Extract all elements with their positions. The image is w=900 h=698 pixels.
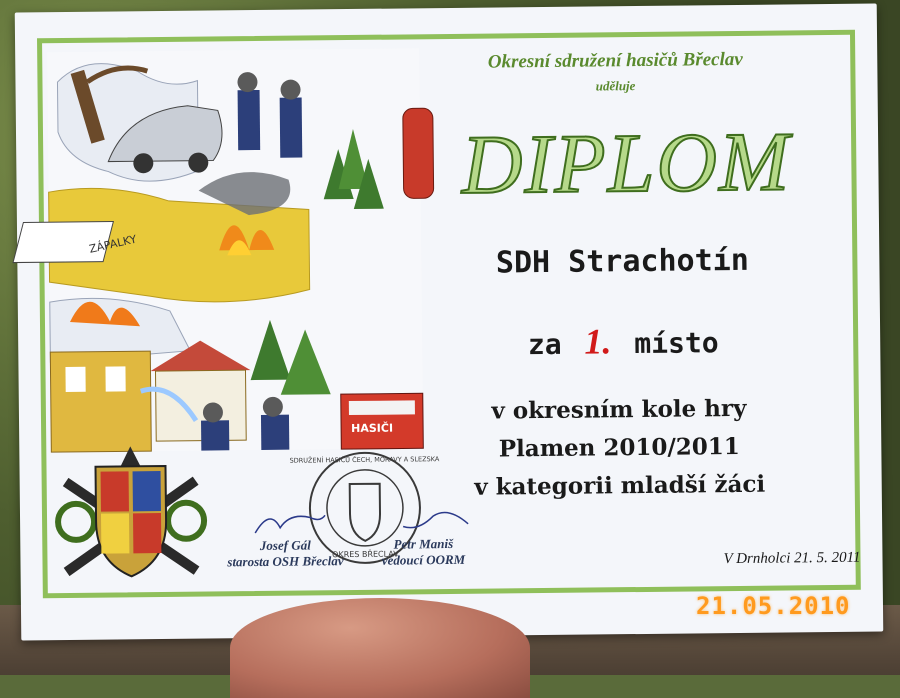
seal-ring-text: SDRUŽENÍ HASIČŮ ČECH, MORAVY A SLEZSKA bbox=[289, 455, 440, 465]
event-line-2: Plamen 2010/2011 bbox=[498, 432, 740, 463]
signatory-2-role: vedoucí OORM bbox=[381, 551, 466, 568]
diploma-sheet bbox=[15, 4, 884, 641]
signature-block-2 bbox=[368, 536, 478, 569]
place-suffix: místo bbox=[634, 326, 719, 361]
place-prefix: za bbox=[527, 327, 562, 362]
seal-center-text: OKRES BŘECLAV bbox=[332, 549, 399, 560]
signature-block-1 bbox=[220, 537, 350, 570]
grants-text: uděluje bbox=[595, 78, 636, 94]
signature-scribble-1 bbox=[250, 507, 330, 538]
place-number: 1. bbox=[584, 321, 612, 362]
holding-thumb bbox=[230, 598, 530, 698]
document-date: V Drnholci 21. 5. 2011 bbox=[723, 549, 861, 568]
truck-label: HASIČI bbox=[351, 421, 394, 436]
signature-scribble-2 bbox=[398, 506, 478, 537]
place-line bbox=[458, 318, 788, 363]
event-line-3: v kategorii mladší žáci bbox=[474, 470, 766, 501]
event-line-1: v okresním kole hry bbox=[491, 394, 747, 425]
organization-name: Okresní sdružení hasičů Břeclav bbox=[487, 48, 743, 73]
team-name: SDH Strachotín bbox=[495, 242, 749, 281]
signatory-2-name: Petr Maniš bbox=[393, 535, 454, 552]
diploma-title: DIPLOM bbox=[461, 115, 792, 212]
matchbox-label: ZÁPALKY bbox=[87, 232, 138, 256]
firefighter-illustration bbox=[47, 48, 423, 452]
signatory-1-name: Josef Gál bbox=[259, 537, 311, 553]
firefighter-coat-of-arms bbox=[55, 441, 206, 583]
camera-timestamp: 21.05.2010 bbox=[696, 592, 851, 620]
signatory-1-role: starosta OSH Břeclav bbox=[227, 553, 344, 570]
